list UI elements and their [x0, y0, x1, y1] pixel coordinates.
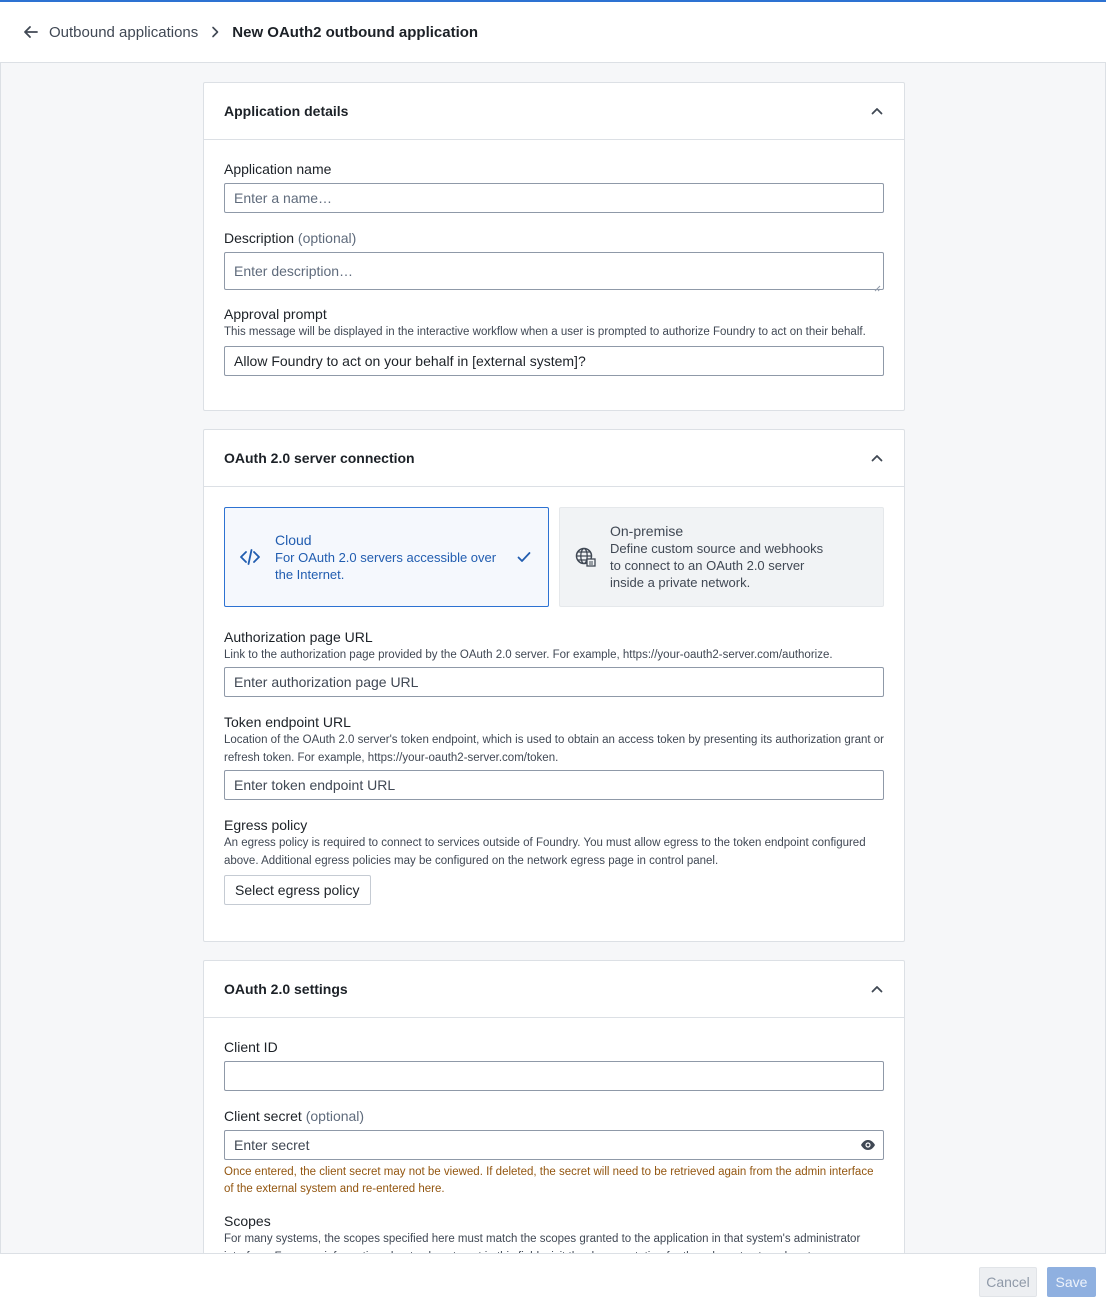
- token-endpoint-input[interactable]: Enter token endpoint URL: [224, 770, 884, 800]
- checkmark-icon: [516, 549, 532, 565]
- token-endpoint-help: Location of the OAuth 2.0 server's token endpoint, which is used to obtain an access token by presenting its authorization grant or refresh token. For example, https://your-oauth2-server.com/token.: [224, 734, 885, 764]
- approval-prompt-label: Approval prompt: [224, 306, 327, 322]
- authorization-url-label: Authorization page URL: [224, 629, 373, 645]
- code-icon: [239, 546, 261, 568]
- footer-bar: [0, 1253, 1106, 1305]
- option-cloud-description: For OAuth 2.0 servers accessible over the Internet.: [275, 549, 497, 582]
- save-button[interactable]: Save: [1047, 1267, 1096, 1297]
- scopes-help: For many systems, the scopes specified here must match the scopes granted to the application in that system's administrator: [224, 1233, 861, 1245]
- scopes-label: Scopes: [224, 1213, 271, 1229]
- application-details-header[interactable]: [204, 83, 904, 140]
- application-name-input[interactable]: Enter a name…: [224, 183, 884, 213]
- optional-tag: (optional): [305, 1108, 365, 1124]
- select-egress-policy-button[interactable]: Select egress policy: [224, 875, 371, 905]
- token-endpoint-label: Token endpoint URL: [224, 714, 351, 730]
- server-connection-card: [203, 429, 905, 942]
- chevron-up-icon[interactable]: [870, 982, 884, 996]
- card-title: OAuth 2.0 settings: [224, 981, 348, 997]
- client-secret-label: Client secret (optional): [224, 1108, 365, 1124]
- server-connection-header[interactable]: [204, 430, 904, 487]
- client-id-label: Client ID: [224, 1039, 278, 1055]
- description-textarea[interactable]: [224, 252, 884, 290]
- connection-type-options: [224, 507, 884, 607]
- option-on-premise[interactable]: [559, 507, 884, 607]
- client-id-input[interactable]: [224, 1061, 884, 1091]
- authorization-url-help: Link to the authorization page provided by the OAuth 2.0 server. For example, https://your-oauth2-server.com/authorize.: [224, 649, 833, 661]
- left-border: [0, 63, 1, 1253]
- description-placeholder: Enter description…: [234, 263, 354, 279]
- chevron-right-icon: [208, 25, 222, 39]
- option-cloud[interactable]: [224, 507, 549, 607]
- approval-prompt-help: This message will be displayed in the interactive workflow when a user is prompted to authorize Foundry to act on their behalf.: [224, 326, 866, 338]
- option-cloud-title: Cloud: [275, 531, 312, 548]
- content-scroll-area[interactable]: [0, 63, 1106, 1253]
- approval-prompt-input[interactable]: Allow Foundry to act on your behalf in [external system]?: [224, 346, 884, 376]
- breadcrumb-outbound-applications[interactable]: Outbound applications: [49, 23, 199, 41]
- egress-policy-help: An egress policy is required to connect to services outside of Foundry. You must allow egress to the token endpoint configured above. Additional egress policies may be configured on the network egress page in control panel.: [224, 837, 866, 867]
- client-secret-field: [224, 1130, 884, 1160]
- client-secret-warning: Once entered, the client secret may not be viewed. If deleted, the secret will need to be retrieved again from the admin interface of the external system and re-entered here.: [224, 1166, 874, 1195]
- cancel-button[interactable]: Cancel: [979, 1267, 1037, 1297]
- option-on-premise-title: On-premise: [610, 523, 684, 539]
- card-title: OAuth 2.0 server connection: [224, 450, 415, 466]
- description-label: Description (optional): [224, 230, 357, 246]
- page-title: New OAuth2 outbound application: [232, 23, 479, 41]
- application-details-card: [203, 82, 905, 411]
- application-name-label: Application name: [224, 161, 332, 177]
- resize-grip-icon[interactable]: [873, 279, 881, 287]
- eye-icon[interactable]: [860, 1137, 876, 1153]
- oauth-settings-header[interactable]: [204, 961, 904, 1018]
- arrow-left-icon[interactable]: [22, 23, 40, 41]
- card-title: Application details: [224, 103, 349, 119]
- globe-network-icon: [574, 546, 596, 568]
- client-secret-input[interactable]: Enter secret: [224, 1130, 884, 1160]
- chevron-up-icon[interactable]: [870, 104, 884, 118]
- oauth-settings-card: [203, 960, 905, 1280]
- page-header: [0, 2, 1106, 63]
- optional-tag: (optional): [297, 230, 357, 246]
- option-on-premise-description: Define custom source and webhooks to connect to an OAuth 2.0 server inside a private network.: [610, 541, 824, 590]
- chevron-up-icon[interactable]: [870, 451, 884, 465]
- egress-policy-label: Egress policy: [224, 817, 308, 833]
- authorization-url-input[interactable]: Enter authorization page URL: [224, 667, 884, 697]
